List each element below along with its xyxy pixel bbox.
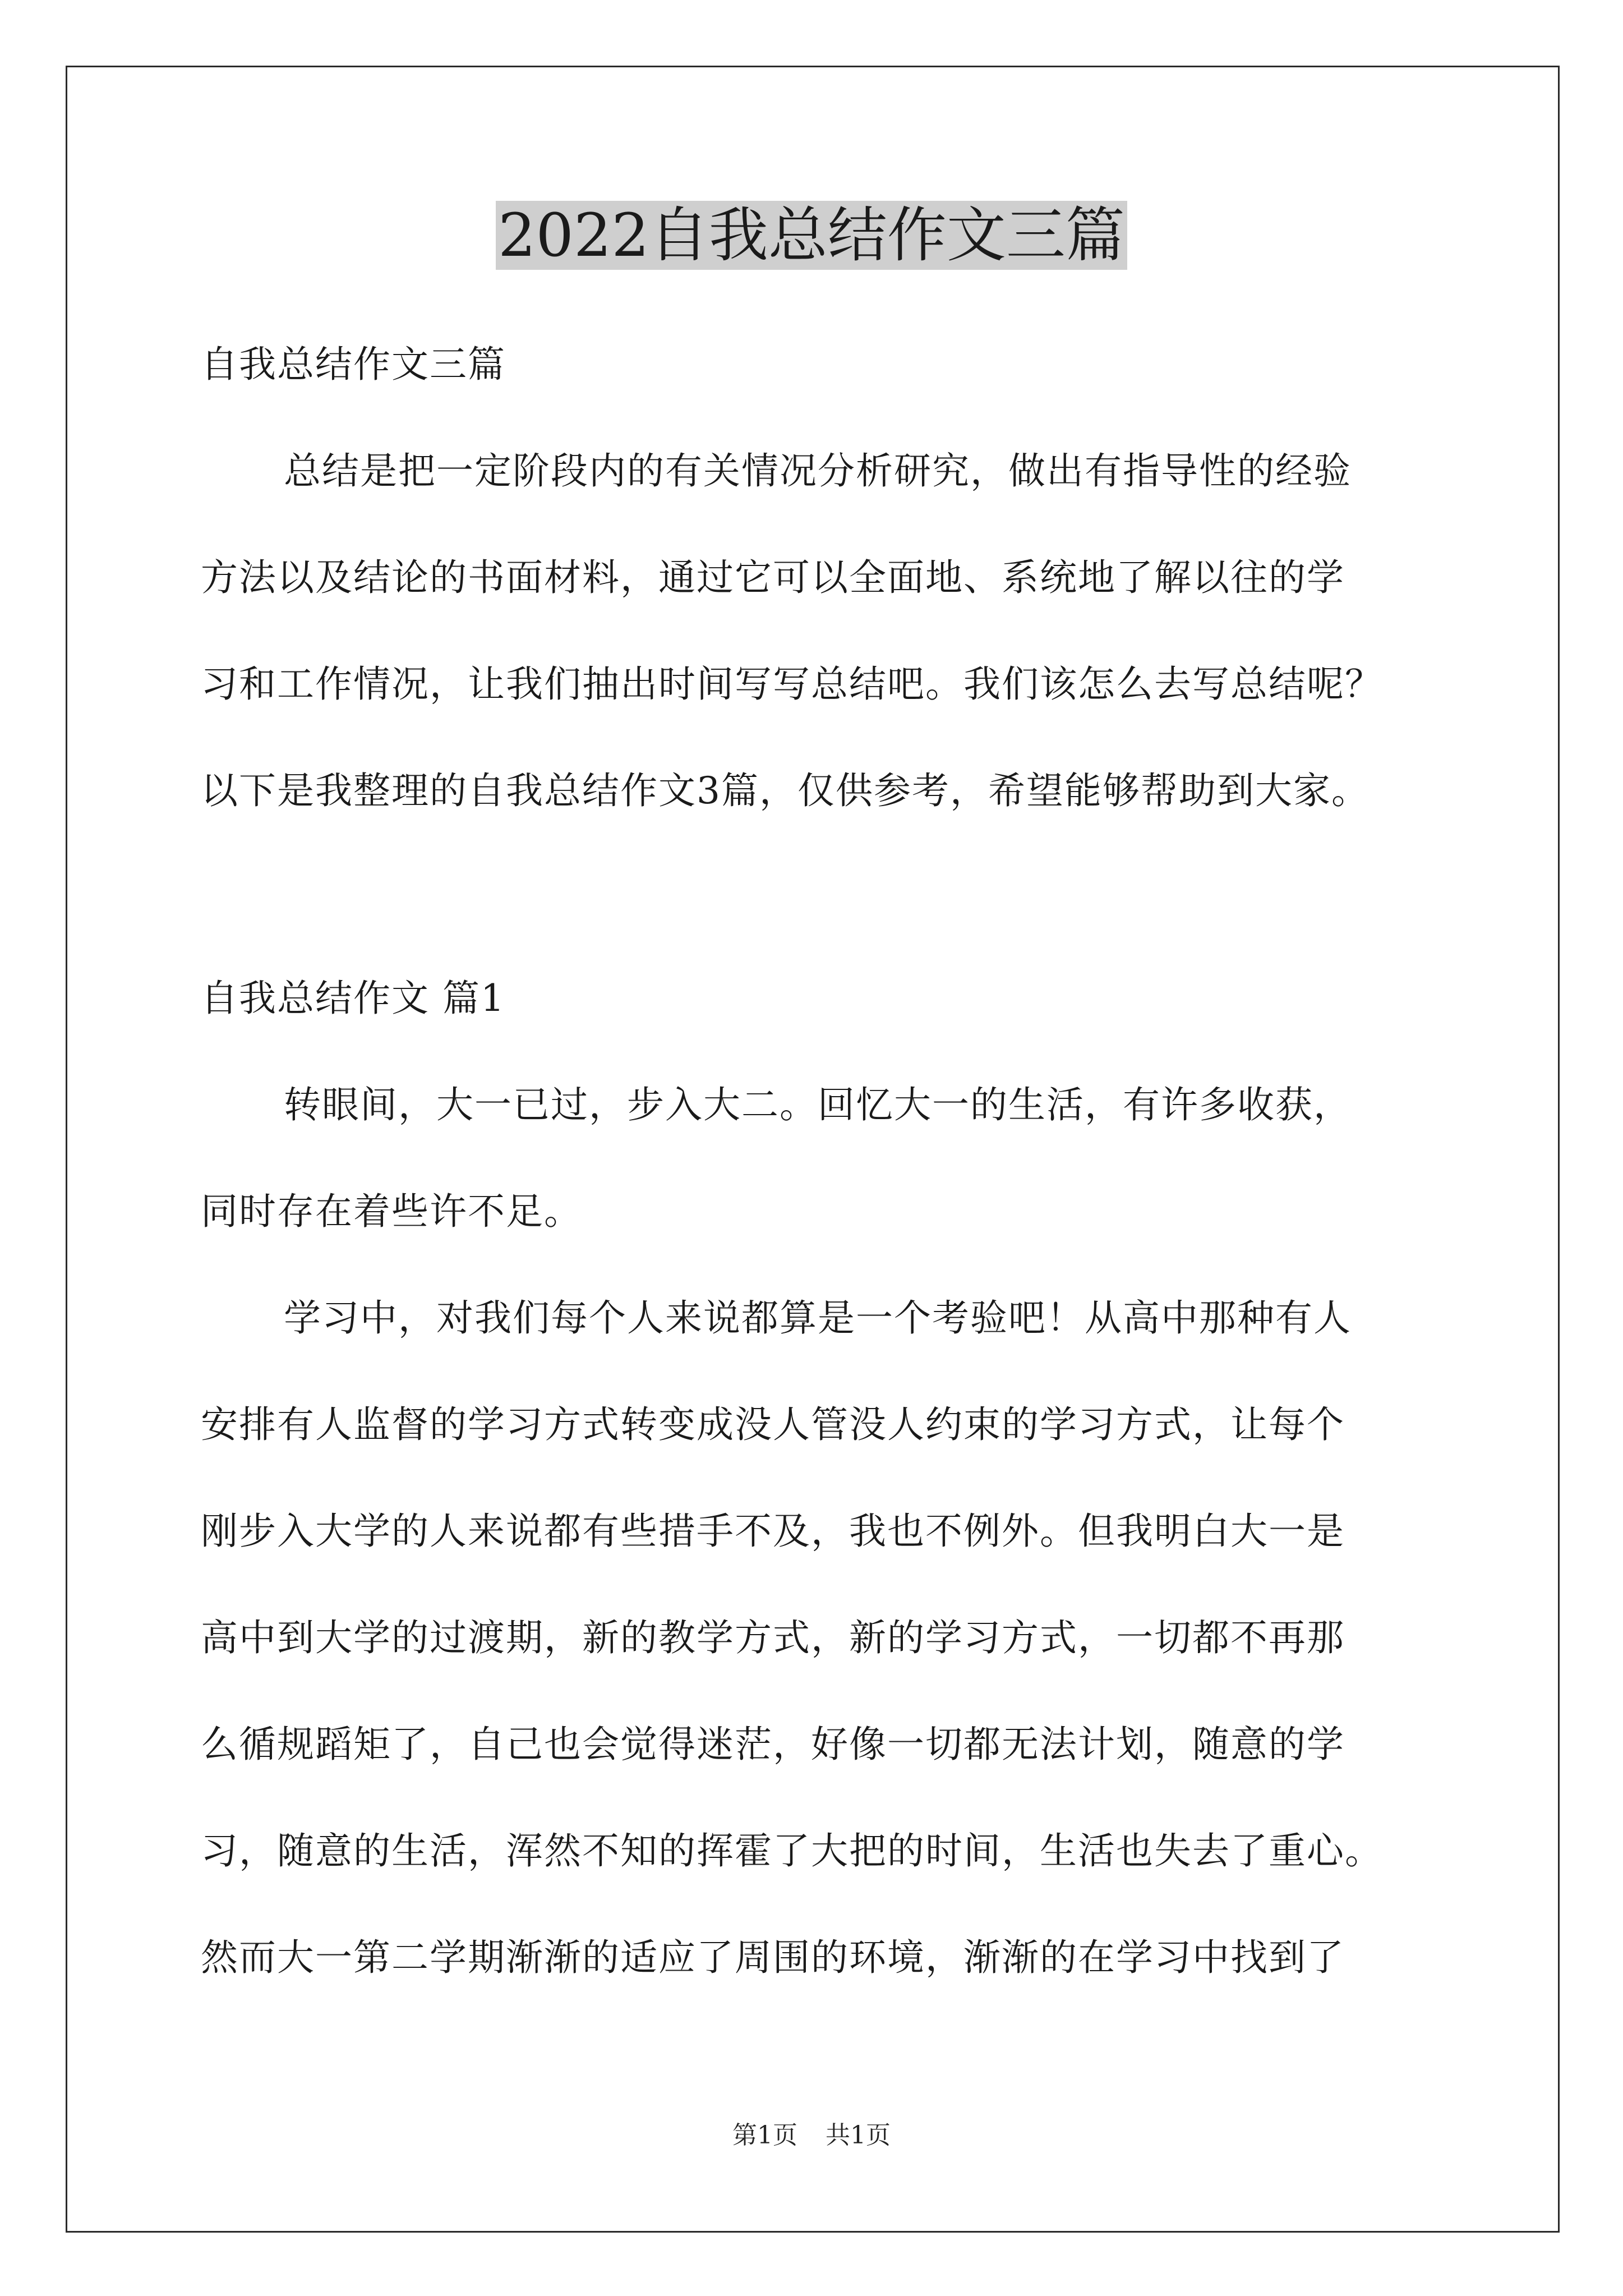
page-total: 共1页 xyxy=(826,2121,891,2150)
intro-line: 习和工作情况，让我们抽出时间写写总结吧。我们该怎么去写总结呢？ xyxy=(201,662,1383,706)
document-title xyxy=(0,194,1623,278)
section-heading: 自我总结作文 篇1 xyxy=(201,977,505,1020)
paragraph-line: 刚步入大学的人来说都有些措手不及，我也不例外。但我明白大一是 xyxy=(201,1510,1345,1553)
page-footer xyxy=(0,2115,1623,2151)
paragraph-line: 学习中，对我们每个人来说都算是一个考验吧！从高中那种有人 xyxy=(284,1296,1352,1340)
intro-line: 方法以及结论的书面材料，通过它可以全面地、系统地了解以往的学 xyxy=(201,556,1345,599)
intro-line: 以下是我整理的自我总结作文3篇，仅供参考，希望能够帮助到大家。 xyxy=(201,769,1370,812)
page-number: 第1页 xyxy=(732,2121,797,2150)
paragraph-line: 同时存在着些许不足。 xyxy=(201,1190,582,1233)
paragraph-line: 然而大一第二学期渐渐的适应了周围的环境，渐渐的在学习中找到了 xyxy=(201,1936,1345,1979)
paragraph-line: 高中到大学的过渡期，新的教学方式，新的学习方式，一切都不再那 xyxy=(201,1616,1345,1659)
intro-line: 总结是把一定阶段内的有关情况分析研究，做出有指导性的经验 xyxy=(284,449,1352,493)
subtitle: 自我总结作文三篇 xyxy=(201,343,506,386)
document-body xyxy=(201,311,1423,2011)
paragraph-line: 转眼间，大一已过，步入大二。回忆大一的生活，有许多收获， xyxy=(284,1083,1352,1126)
document-title-text: 2022自我总结作文三篇 xyxy=(496,201,1127,270)
paragraph-line: 安排有人监督的学习方式转变成没人管没人约束的学习方式，让每个 xyxy=(201,1403,1345,1446)
paragraph-line: 习，随意的生活，浑然不知的挥霍了大把的时间，生活也失去了重心。 xyxy=(201,1829,1383,1872)
paragraph-line: 么循规蹈矩了，自己也会觉得迷茫，好像一切都无法计划，随意的学 xyxy=(201,1723,1345,1766)
section-spacer xyxy=(201,844,1423,945)
